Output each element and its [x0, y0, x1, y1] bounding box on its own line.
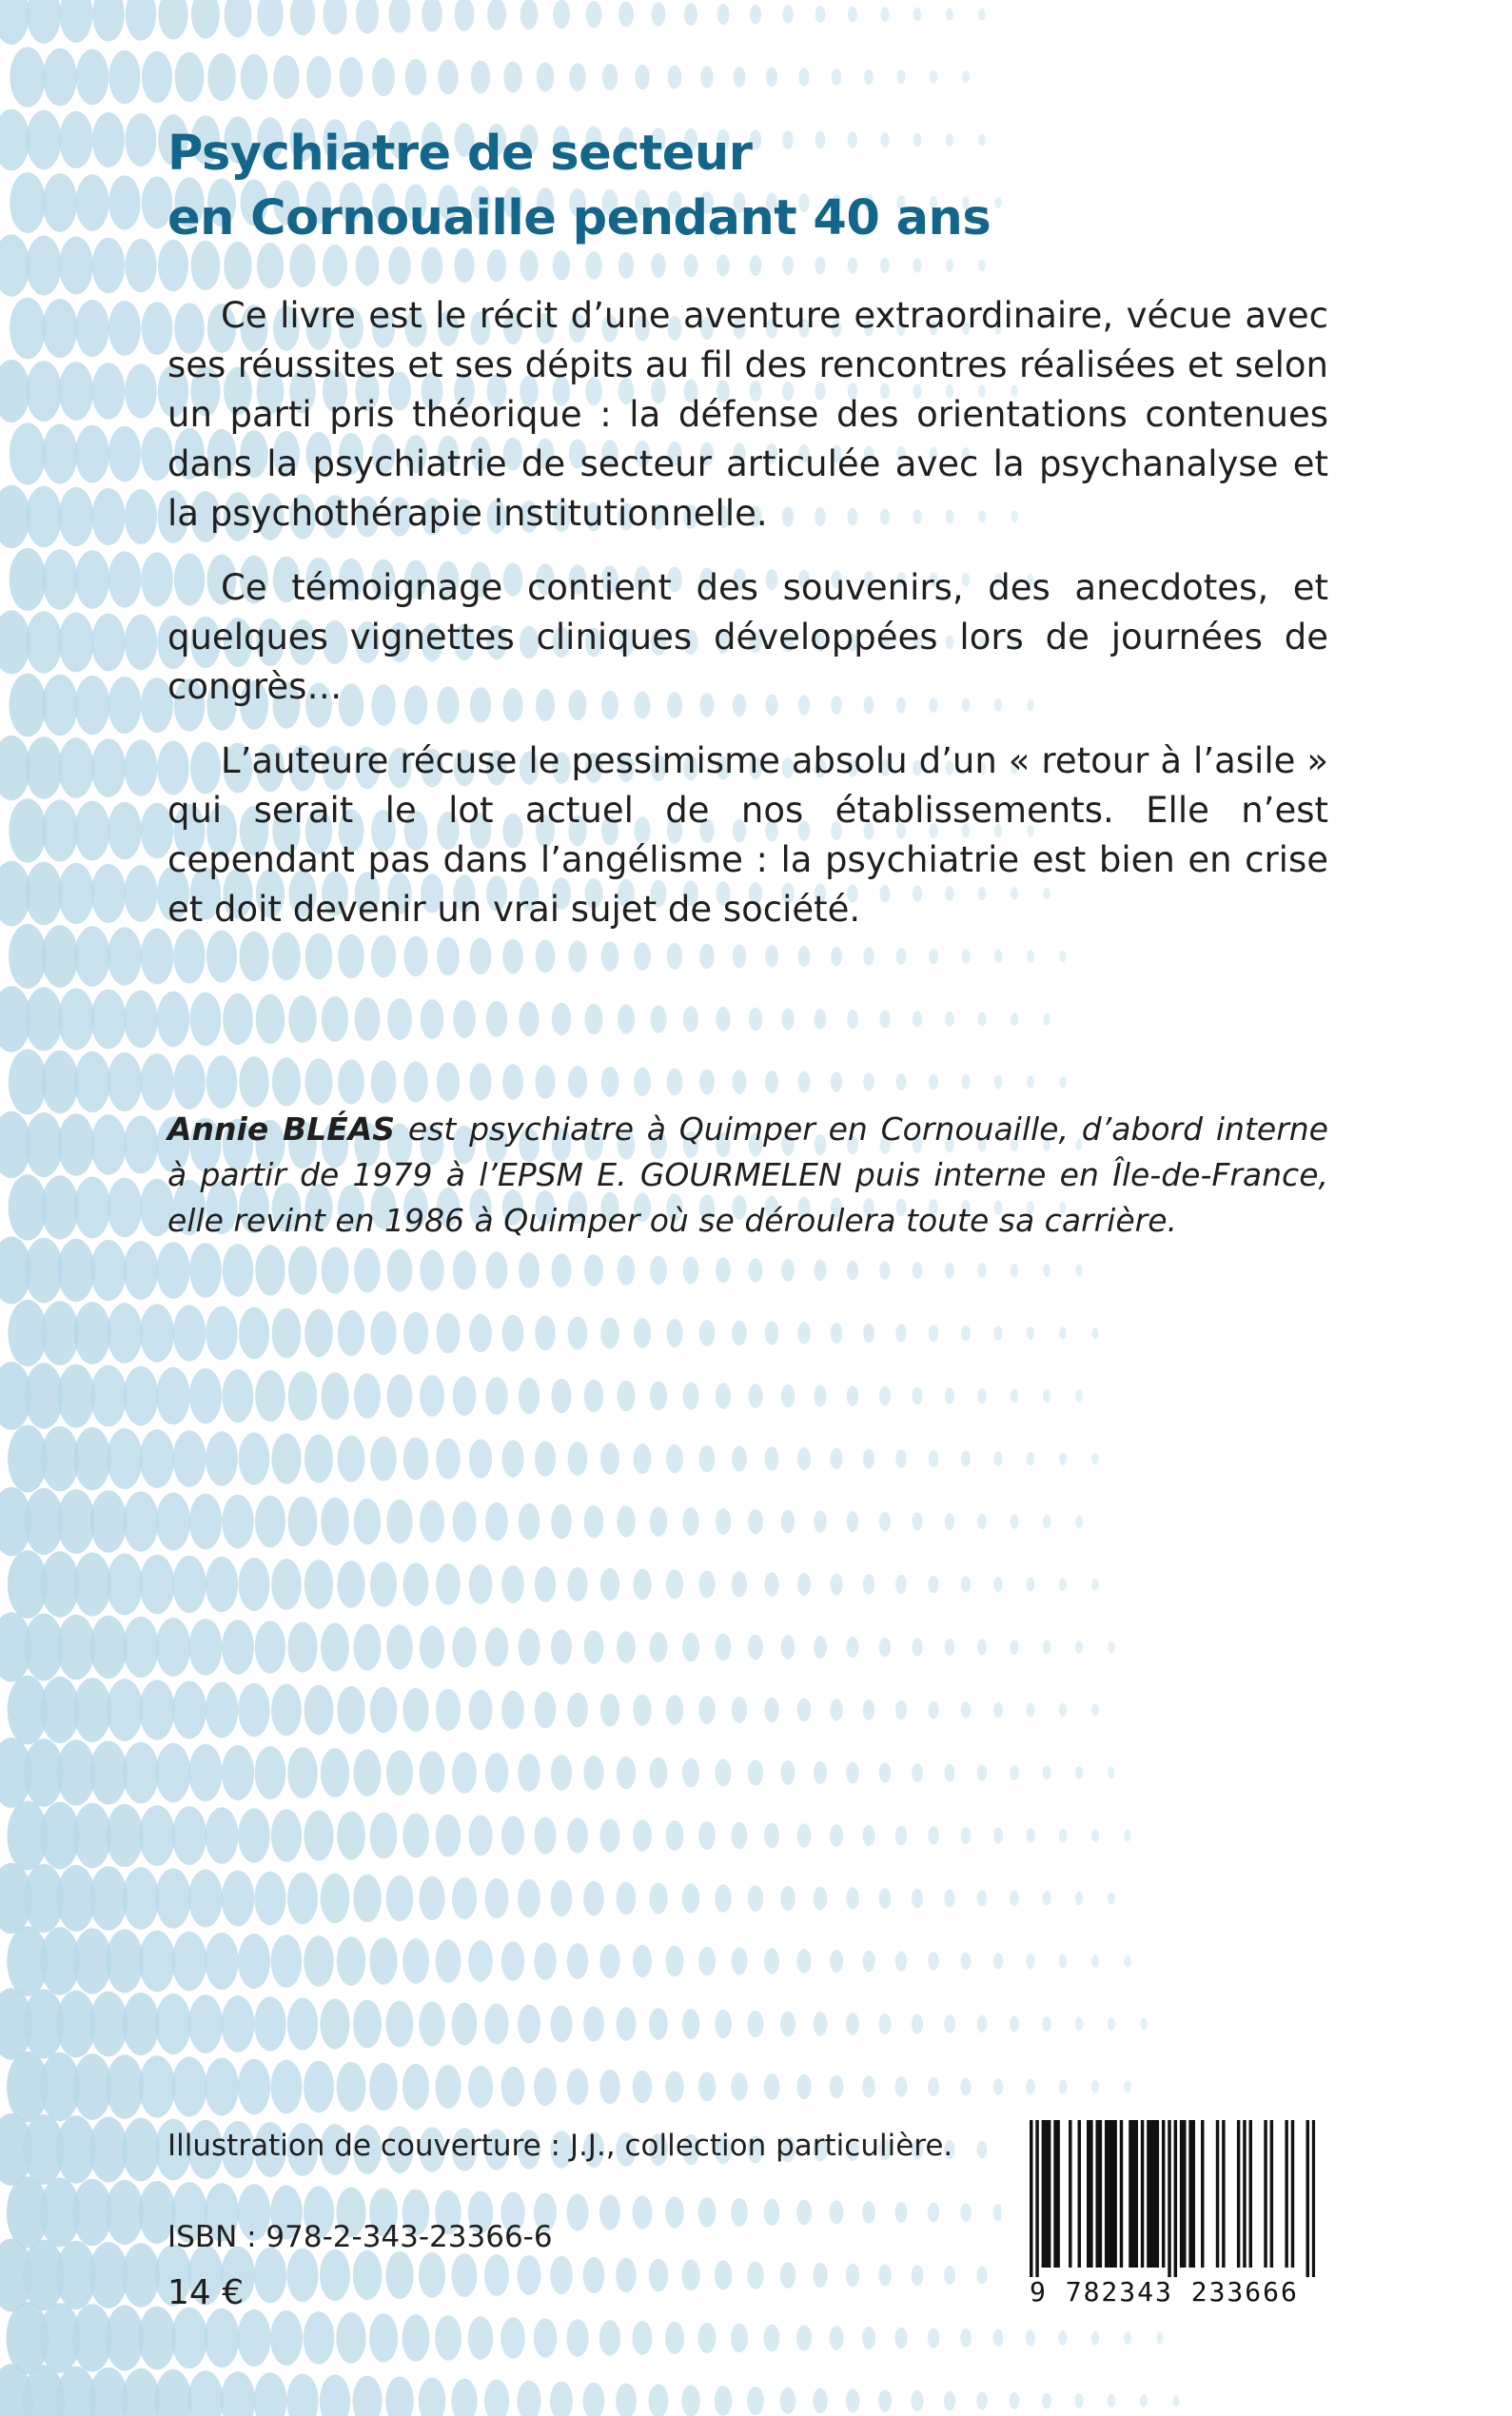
barcode-bar — [1042, 2120, 1045, 2268]
barcode-bar — [1312, 2120, 1315, 2277]
barcode-bar — [1056, 2120, 1059, 2268]
barcode-bar — [1152, 2120, 1155, 2268]
barcode-bar — [1249, 2120, 1252, 2268]
barcode-bar — [1108, 2120, 1110, 2268]
barcode-digits: 9 782343 233666 — [1030, 2276, 1299, 2308]
barcode-bar — [1113, 2120, 1116, 2268]
barcode-bar — [1087, 2120, 1090, 2268]
isbn: ISBN : 978-2-343-23366-6 — [167, 2220, 553, 2254]
barcode-bar — [1035, 2120, 1038, 2277]
barcode — [1001, 2099, 1325, 2318]
barcode-bar — [1192, 2120, 1195, 2268]
barcode-bar — [1180, 2120, 1183, 2268]
barcode-bar — [1099, 2120, 1102, 2268]
author-bio — [167, 1107, 1328, 1244]
price: 14 € — [167, 2273, 245, 2312]
barcode-bar — [1270, 2120, 1273, 2268]
barcode-bar — [1147, 2120, 1149, 2268]
barcode-bar — [1069, 2120, 1071, 2268]
blurb-paragraph-3: L’auteure récuse le pessimisme absolu d’un « retour à l’asile » qui serait le lot actuel de nos établissements. Elle n’est cependant pas dans l’angélisme : la psychiatrie est bien en crise et doit devenir un vrai sujet de société. — [167, 740, 1328, 930]
author-name: Annie BLÉAS — [167, 1110, 396, 1148]
title-line-2: en Cornouaille pendant 40 ans — [167, 190, 992, 246]
barcode-bar — [1045, 2120, 1048, 2268]
barcode-bar — [1222, 2120, 1225, 2268]
barcode-bar — [1156, 2120, 1159, 2268]
blurb-paragraph-1: Ce livre est le récit d’une aventure extraordinaire, vécue avec ses réussites et ses dépits au fil des rencontres réalisées et selon un parti pris théorique : la défense des orientations contenues dans la psychiatrie de secteur articulée avec la psychanalyse et la psychothérapie institutionnelle. — [167, 295, 1328, 534]
barcode-bar — [1030, 2120, 1032, 2277]
barcode-bar — [1216, 2120, 1219, 2268]
barcode-bar — [1141, 2120, 1144, 2268]
barcode-bar — [1120, 2120, 1123, 2268]
title-line-1: Psychiatre de secteur — [167, 126, 753, 182]
blurb — [167, 291, 1328, 959]
barcode-bar — [1110, 2120, 1113, 2268]
barcode-bar — [1188, 2120, 1191, 2268]
barcode-bar — [1129, 2120, 1131, 2268]
barcode-bar — [1291, 2120, 1294, 2268]
author-bio-text: est psychiatre à Quimper en Cornouaille, d’abord interne à partir de 1979 à l’EPSM E. GOURMELEN puis interne en Île-de-France, elle revint en 1986 à Quimper où se déroulera toute sa carrière. — [167, 1110, 1328, 1239]
barcode-bar — [1090, 2120, 1092, 2268]
barcode-bar — [1306, 2120, 1309, 2277]
barcode-bar — [1168, 2120, 1170, 2277]
blurb-paragraph-2: Ce témoignage contient des souvenirs, des anecdotes, et quelques vignettes cliniques développées lors de journées de congrès… — [167, 567, 1328, 707]
barcode-bar — [1095, 2120, 1098, 2268]
barcode-bar — [1131, 2120, 1134, 2268]
cover-illustration-credit: Illustration de couverture : J.J., collection particulière. — [167, 2129, 953, 2163]
barcode-bar — [1174, 2120, 1177, 2277]
barcode-bar — [1078, 2120, 1081, 2268]
barcode-bar — [1135, 2120, 1138, 2268]
barcode-bar — [1201, 2120, 1204, 2268]
barcode-bar — [1264, 2120, 1267, 2268]
barcode-bar — [1048, 2120, 1051, 2268]
barcode-bars — [1030, 2120, 1315, 2277]
barcode-bar — [1183, 2120, 1186, 2268]
barcode-bar — [1285, 2120, 1287, 2268]
book-title — [167, 122, 1214, 251]
barcode-bar — [1149, 2120, 1152, 2268]
barcode-bar — [1053, 2120, 1056, 2268]
barcode-bar — [1105, 2120, 1108, 2268]
barcode-bar — [1162, 2120, 1165, 2268]
barcode-bar — [1243, 2120, 1246, 2268]
barcode-bar — [1237, 2120, 1240, 2268]
